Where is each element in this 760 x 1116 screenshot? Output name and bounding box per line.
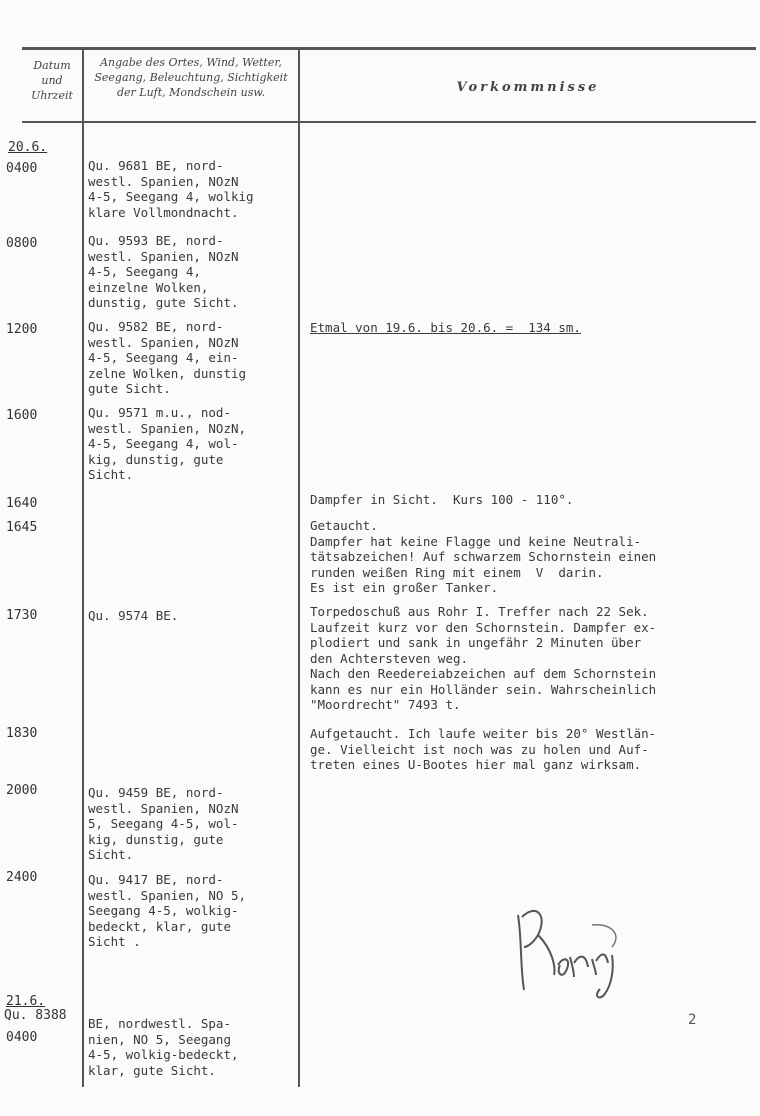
time-1830: 1830 bbox=[6, 726, 38, 741]
time-0800: 0800 bbox=[6, 236, 38, 251]
time-1640: 1640 bbox=[6, 496, 38, 511]
position-0400-2: BE, nordwestl. Spa- nien, NO 5, Seegang 4-5, wolkig-bedeckt, klar, gute Sicht. bbox=[88, 1016, 239, 1078]
header-datum: Datum und Uhrzeit bbox=[31, 59, 73, 102]
header-bottom-rule bbox=[22, 121, 756, 123]
handwritten-signature bbox=[508, 895, 648, 1005]
date-20-6: 20.6. bbox=[8, 140, 48, 155]
event-1200: Etmal von 19.6. bis 20.6. = 134 sm. bbox=[310, 320, 581, 335]
time-1645: 1645 bbox=[6, 520, 38, 535]
time-1730: 1730 bbox=[6, 608, 38, 623]
position-2400: Qu. 9417 BE, nord- westl. Spanien, NO 5, Seegang 4-5, wolkig- bedeckt, klar, gute Sicht . bbox=[88, 872, 247, 949]
table-top-rule bbox=[22, 47, 756, 50]
position-1730: Qu. 9574 BE. bbox=[88, 608, 179, 623]
header-angabe: Angabe des Ortes, Wind, Wetter, Seegang, Beleuchtung, Sichtigkeit der Luft, Mondschein usw. bbox=[94, 56, 288, 99]
event-1830: Aufgetaucht. Ich laufe weiter bis 20° Westlän- ge. Vielleicht ist noch was zu holen und Auf- treten eines U-Bootes hier mal ganz wirksam. bbox=[310, 726, 657, 772]
time-2000: 2000 bbox=[6, 783, 38, 798]
column-divider-datum bbox=[82, 47, 84, 1087]
time-1200: 1200 bbox=[6, 322, 38, 337]
last-qu: Qu. 8388 bbox=[4, 1008, 67, 1023]
time-2400: 2400 bbox=[6, 870, 38, 885]
time-1600: 1600 bbox=[6, 408, 38, 423]
date-21-6: 21.6. bbox=[6, 994, 46, 1009]
event-1645: Getaucht. Dampfer hat keine Flagge und keine Neutrali- tätsabzeichen! Auf schwarzem Schornstein einen runden weißen Ring mit einem V darin. Es ist ein großer Tanker. bbox=[310, 518, 657, 595]
time-0400: 0400 bbox=[6, 161, 38, 176]
page-number: 2 bbox=[688, 1012, 697, 1028]
position-0800: Qu. 9593 BE, nord- westl. Spanien, NOzN 4-5, Seegang 4, einzelne Wolken, dunstig, gute Sicht. bbox=[88, 233, 239, 310]
position-1200: Qu. 9582 BE, nord- westl. Spanien, NOzN 4-5, Seegang 4, ein- zelne Wolken, dunstig gute Sicht. bbox=[88, 319, 247, 396]
time-0400-2: 0400 bbox=[6, 1030, 38, 1045]
position-0400: Qu. 9681 BE, nord- westl. Spanien, NOzN 4-5, Seegang 4, wolkig klare Vollmondnacht. bbox=[88, 158, 254, 220]
position-1600: Qu. 9571 m.u., nod- westl. Spanien, NOzN, 4-5, Seegang 4, wol- kig, dunstig, gute Sicht. bbox=[88, 405, 247, 482]
header-vorkommnisse: Vorkommnisse bbox=[456, 80, 600, 95]
event-1730: Torpedoschuß aus Rohr I. Treffer nach 22 Sek. Laufzeit kurz vor den Schornstein. Dampfer ex- plodiert und sank in ungefähr 2 Minuten über den Achtersteven weg. Nach den Reedereiabzeichen auf dem Schornstein kann es nur ein Holländer sein. Wahrscheinlich "Moordrecht" 7493 t. bbox=[310, 604, 657, 712]
position-2000: Qu. 9459 BE, nord- westl. Spanien, NOzN 5, Seegang 4-5, wol- kig, dunstig, gute Sicht. bbox=[88, 785, 239, 862]
event-1640: Dampfer in Sicht. Kurs 100 - 110°. bbox=[310, 492, 574, 507]
